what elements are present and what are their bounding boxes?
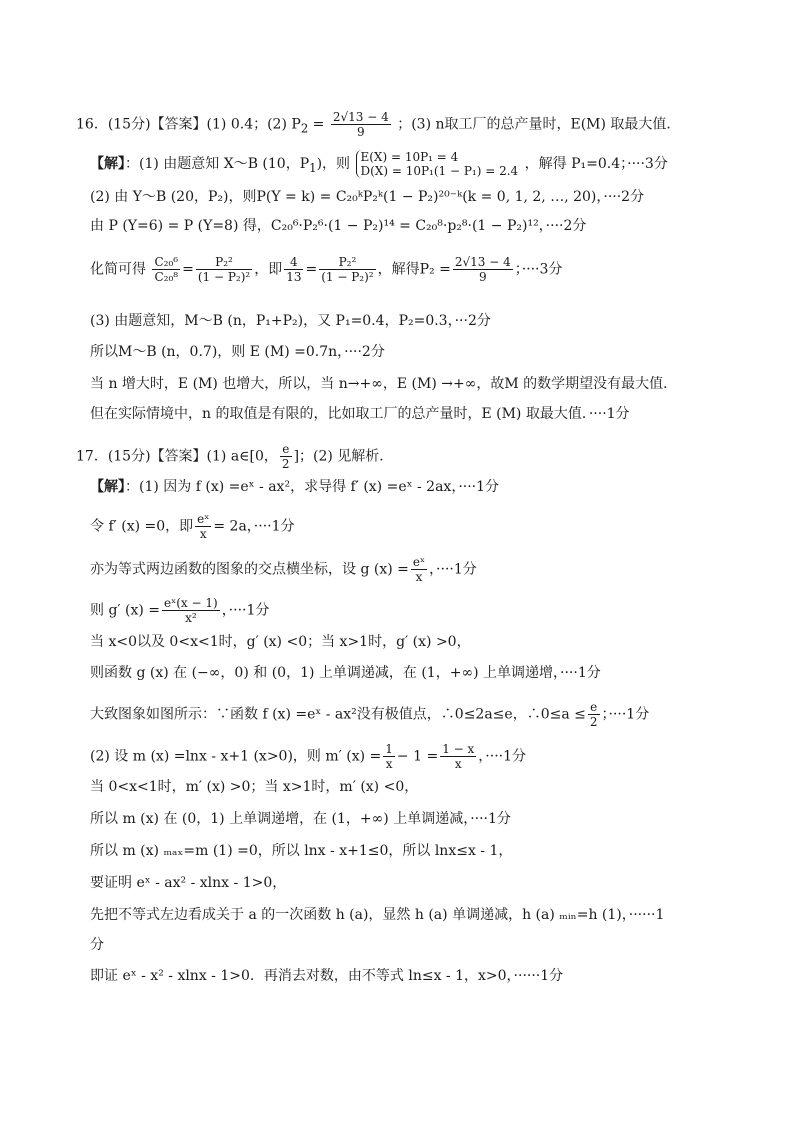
p17-line-9: 当 0<x<1时，m′ (x) >0；当 x>1时，m′ (x) <0，: [90, 779, 419, 795]
frac-den: (1 − P₂)²: [321, 270, 374, 284]
text: ：(1) 由题意知 X～B (10，P: [125, 156, 310, 172]
frac-den: (1 − P₂)²: [197, 270, 251, 284]
p17-line-6: 则函数 g (x) 在 (−∞，0) 和 (0，1) 上单调递减，在 (1，+∞) 上单调递增，····1分: [90, 665, 601, 681]
text: = 2a，····1分: [213, 518, 295, 535]
text: − 1 =: [396, 748, 439, 765]
frac-num: eˣ: [412, 555, 426, 569]
text: )，则: [316, 156, 351, 172]
fraction: [383, 742, 395, 771]
p16-solution-1: [90, 150, 668, 178]
frac-den: 9: [356, 125, 365, 139]
solution-label: 【解】: [90, 156, 125, 172]
frac-num: C₂₀⁶: [154, 255, 179, 269]
text: 大致图象如图所示：∵函数 f (x) =eˣ - ax²没有极值点，∴0≤2a≤e，∴0≤a ≤: [90, 706, 586, 723]
p16-header: [76, 110, 680, 139]
frac-num: 1 − x: [442, 742, 475, 756]
frac-num: 1: [385, 742, 393, 756]
text: ]；(2) 见解析．: [293, 448, 394, 465]
fraction: [284, 255, 303, 284]
sys-line: D(X) = 10P₁(1 − P₁) = 2.4: [360, 164, 519, 178]
text: 化简可得: [90, 261, 146, 278]
frac-num: 2√13 − 4: [332, 110, 389, 124]
fraction: [411, 555, 427, 584]
text: ，····1分: [221, 602, 270, 619]
p16-line-8: 但在实际情境中，n 的取值是有限的，比如取工厂的总产量时，E (M) 取最大值．····1分: [90, 406, 630, 422]
p17-line-15: 即证 eˣ - x² - xlnx - 1>0．再消去对数，由不等式 ln≤x - 1，x>0，······1分: [90, 968, 564, 984]
frac-den: x: [199, 527, 207, 541]
frac-num: eˣ(x − 1): [164, 596, 218, 610]
p17-line-8: [90, 742, 526, 771]
text: ，····1分: [429, 561, 477, 578]
frac-den: 9: [478, 270, 487, 284]
text: ，····1分: [478, 748, 527, 765]
p16-header-sub: 2: [300, 121, 309, 136]
eq: =: [305, 261, 318, 278]
frac-den: x: [385, 757, 393, 771]
fraction: [588, 700, 600, 729]
p16-header-eq: =: [308, 116, 329, 133]
text: ；····1分: [601, 706, 650, 723]
frac-num: e: [280, 442, 292, 457]
eq: =: [182, 261, 194, 278]
p17-header: [76, 442, 393, 471]
fraction: [453, 255, 513, 284]
p17-line-2: [90, 512, 295, 541]
p16-answer-fraction: [331, 110, 391, 139]
fraction: [152, 255, 180, 284]
p16-line-6: 所以M～B (n，0.7)，则 E (M) =0.7n，····2分: [90, 344, 385, 360]
text: 亦为等式两边函数的图象的交点横坐标，设 g (x) =: [90, 561, 409, 578]
fraction: [196, 255, 252, 284]
frac-num: e: [588, 700, 600, 715]
p16-line-2: (2) 由 Y～B (20，P₂)，则P(Y = k) = C₂₀ᵏP₂ᵏ(1 − P₂)²⁰⁻ᵏ(k = 0, 1, 2, …, 20)，····2分: [90, 189, 645, 205]
p17-line-14: 分: [90, 937, 104, 953]
fraction: [280, 442, 292, 471]
fraction: [440, 742, 476, 771]
fraction: [319, 255, 375, 284]
text: ：(1) 因为 f (x) =eˣ - ax²，求导得 f′ (x) =eˣ - 2ax，····1分: [125, 479, 500, 495]
text: 则 g′ (x) =: [90, 602, 161, 619]
frac-den: 13: [286, 270, 302, 284]
p16-header-text: 16．(15分)【答案】(1) 0.4；(2) P: [76, 116, 301, 133]
text: ，解得 P₁=0.4；····3分: [524, 156, 668, 172]
p16-line-7: 当 n 增大时，E (M) 也增大，所以，当 n→+∞，E (M) →+∞，故M 的数学期望没有最大值．: [90, 376, 678, 392]
fraction: [195, 512, 211, 541]
text: ，即: [254, 261, 283, 278]
p17-line-12: 要证明 eˣ - ax² - xlnx - 1>0，: [90, 875, 287, 891]
text: (2) 设 m (x) =lnx - x+1 (x>0)，则 m′ (x) =: [90, 748, 382, 765]
text: 令 f′ (x) =0，即: [90, 518, 194, 535]
p17-line-1: [90, 478, 499, 496]
p17-line-11: 所以 m (x) ₘₐₓ=m (1) =0，所以 lnx - x+1≤0，所以 lnx≤x - 1，: [90, 843, 513, 859]
text: 17．(15分)【答案】(1) a∈[0，: [76, 448, 278, 465]
frac-num: 4: [284, 255, 303, 270]
p17-line-13: 先把不等式左边看成关于 a 的一次函数 h (a)，显然 h (a) 单调递减，h (a) ₘᵢₙ=h (1)，······1: [90, 907, 665, 923]
p16-line-4: [90, 255, 562, 284]
frac-num: P₂²: [196, 255, 252, 270]
frac-num: 2√13 − 4: [454, 255, 511, 269]
frac-den: x²: [185, 611, 197, 625]
text: ；····3分: [514, 261, 563, 278]
frac-den: 2: [281, 457, 290, 471]
sys-line: E(X) = 10P₁ = 4: [360, 150, 459, 164]
p16-line-5: (3) 由题意知，M～B (n，P₁+P₂)，又 P₁=0.4，P₂=0.3，···2分: [90, 313, 491, 329]
p17-line-4: [90, 596, 269, 625]
p17-line-5: 当 x<0以及 0<x<1时，g′ (x) <0；当 x>1时，g′ (x) >0，: [90, 634, 471, 650]
frac-den: x: [454, 757, 462, 771]
frac-num: P₂²: [319, 255, 375, 270]
p16-line-3: 由 P (Y=6) = P (Y=8) 得，C₂₀⁶·P₂⁶·(1 − P₂)¹⁴ = C₂₀⁸·p₂⁸·(1 − P₂)¹²，····2分: [90, 218, 587, 234]
frac-num: eˣ: [197, 512, 210, 526]
p17-line-7: [90, 700, 649, 729]
sub: 1: [309, 160, 317, 175]
solution-label: 【解】: [90, 479, 125, 495]
frac-den: 2: [589, 715, 598, 729]
frac-den: x: [415, 570, 423, 584]
p16-header-post: ；(3) n取工厂的总产量时，E(M) 取最大值．: [397, 116, 681, 133]
text: ，解得P₂ =: [377, 261, 451, 278]
equation-system: [356, 150, 518, 178]
p17-line-10: 所以 m (x) 在 (0，1) 上单调递增，在 (1，+∞) 上单调递减，····1分: [90, 811, 511, 827]
fraction: [162, 596, 220, 625]
p17-line-3: [90, 555, 477, 584]
frac-den: C₂₀⁸: [154, 270, 179, 284]
